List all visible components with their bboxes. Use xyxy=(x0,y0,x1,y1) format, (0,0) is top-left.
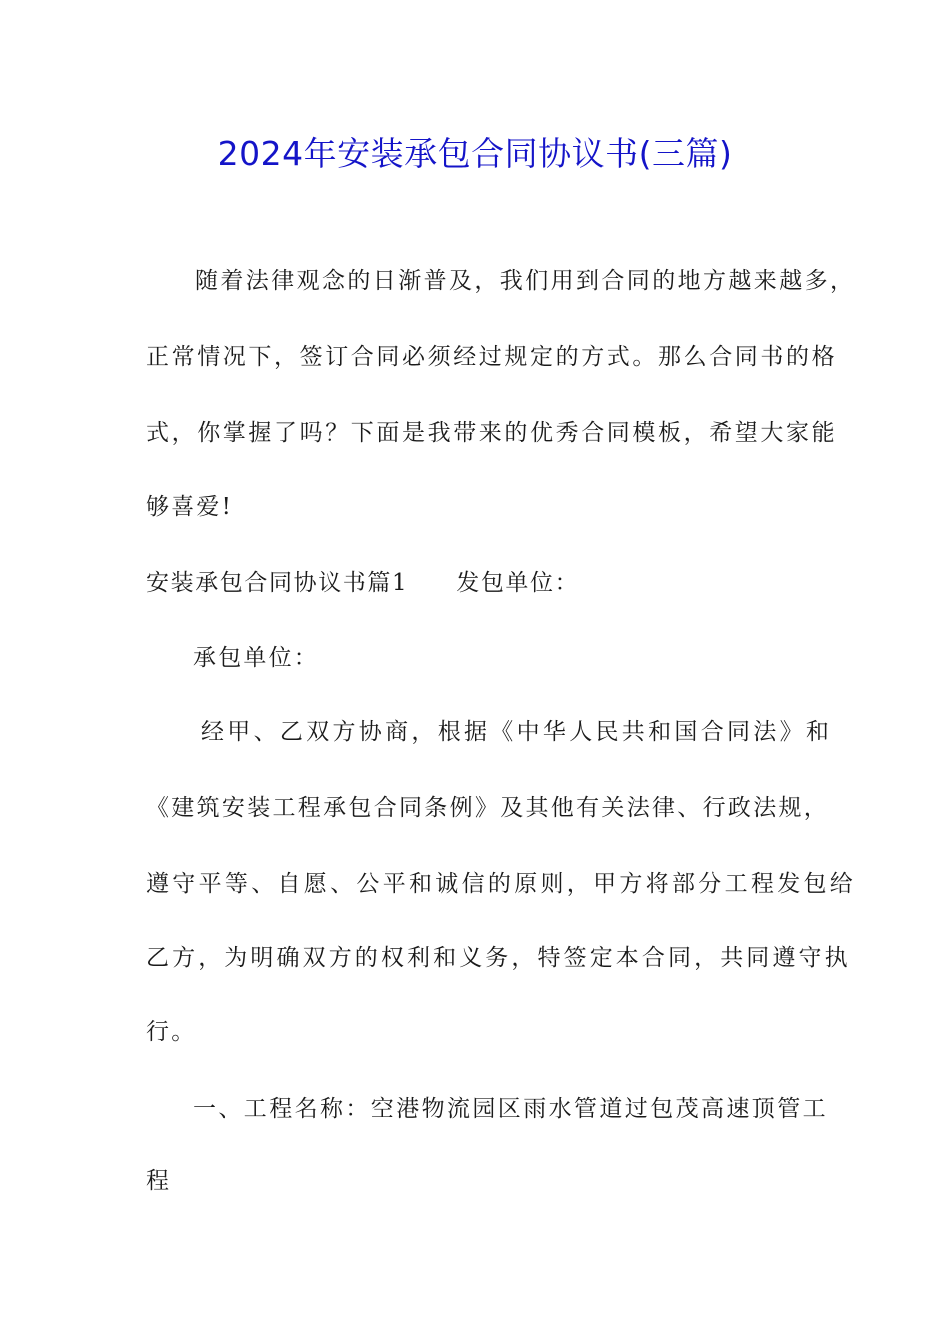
paragraph-line: 《建筑安装工程承包合同条例》及其他有关法律、行政法规， xyxy=(146,795,830,821)
clause-line: 一、工程名称：空港物流园区雨水管道过包茂高速顶管工 xyxy=(193,1096,828,1122)
paragraph-line: 式，你掌握了吗？下面是我带来的优秀合同模板，希望大家能 xyxy=(146,420,838,446)
paragraph-line: 够喜爱! xyxy=(146,494,234,520)
paragraph-line: 遵守平等、自愿、公平和诚信的原则，甲方将部分工程发包给 xyxy=(146,871,857,897)
paragraph-line: 随着法律观念的日渐普及，我们用到合同的地方越来越多， xyxy=(195,268,856,294)
document-title: 2024年安装承包合同协议书(三篇) xyxy=(217,134,733,173)
paragraph-line: 正常情况下，签订合同必须经过规定的方式。那么合同书的格 xyxy=(146,344,838,370)
contractor-label: 发包单位： xyxy=(456,570,580,596)
paragraph-line: 行。 xyxy=(146,1019,197,1045)
section-heading-line xyxy=(146,568,816,598)
subcontractor-label: 承包单位： xyxy=(193,645,319,671)
section-heading: 安装承包合同协议书篇1 xyxy=(146,570,409,596)
paragraph-line: 经甲、乙双方协商，根据《中华人民共和国合同法》和 xyxy=(201,719,833,745)
paragraph-line: 乙方，为明确双方的权利和义务，特签定本合同，共同遵守执 xyxy=(146,945,851,971)
clause-line: 程 xyxy=(146,1168,172,1194)
